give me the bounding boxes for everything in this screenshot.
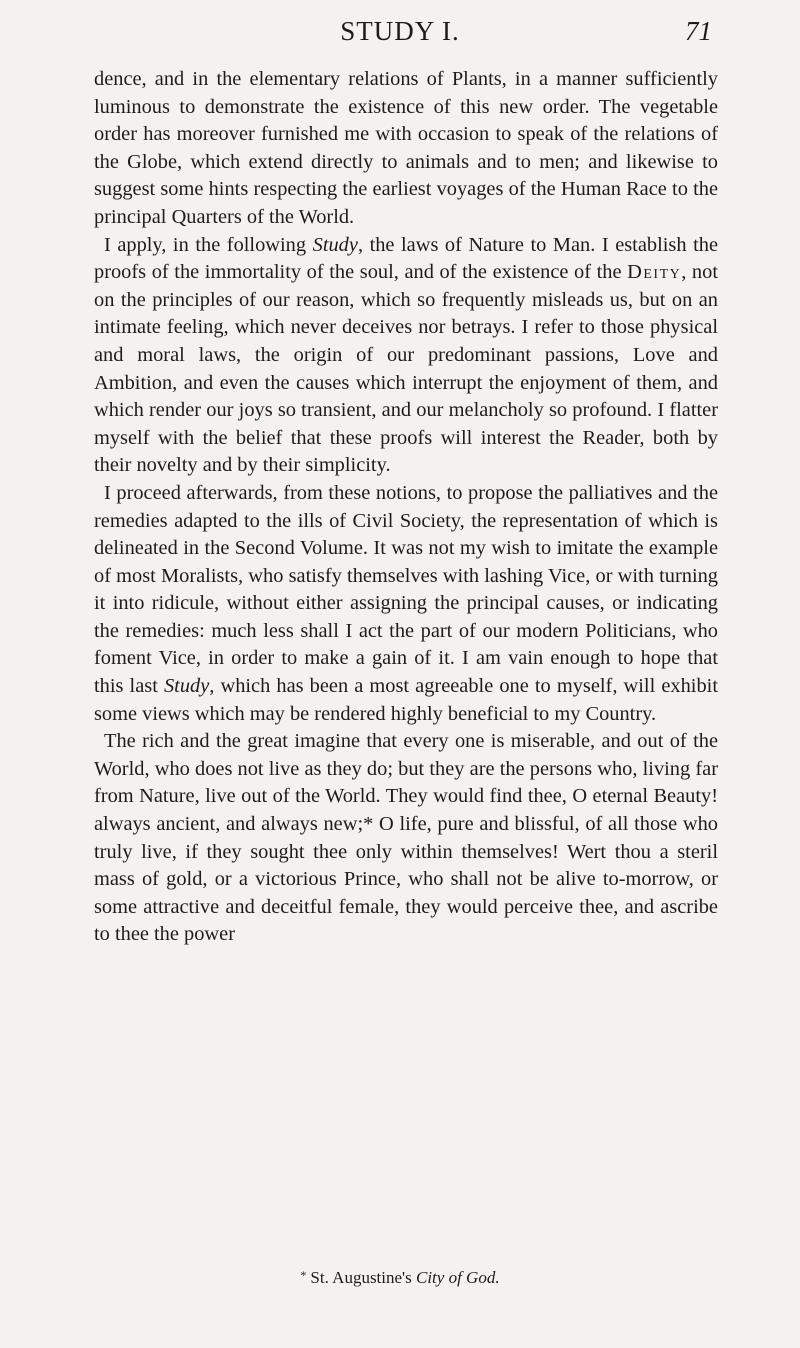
page-header bbox=[0, 14, 800, 54]
paragraph bbox=[94, 232, 718, 480]
italic-title: Study bbox=[163, 675, 210, 698]
running-head: STUDY I. bbox=[340, 16, 460, 46]
footnote bbox=[0, 1268, 800, 1288]
text-run: , which has been a most agreeable one to myself, will exhibit some views which may be rendered highly beneficial to my Country. bbox=[94, 675, 718, 725]
paragraph bbox=[94, 728, 718, 949]
text-run: , the laws of Nature to Man. I establish the proofs of the immortality of the soul, and of the existence of the bbox=[94, 233, 719, 284]
body-text bbox=[94, 66, 718, 949]
italic-title: Study bbox=[312, 233, 358, 256]
text-run: I proceed afterwards, from these notions, to propose the palliatives and the remedies adapted to the ills of Civil Society, the representation of which is delineated in the Second Volume. It was not my wish to imitate the example of most Moralists, who satisfy themselves with lashing Vice, or with turning it into ridicule, without either assigning the principal causes, or indicating the remedies: much less shall I act the part of our modern Politicians, who foment Vice, in order to make a gain of it. I am vain enough to hope that this last bbox=[94, 481, 718, 698]
footnote-text: St. Augustine's bbox=[310, 1268, 416, 1287]
text-run: dence, and in the elementary relations of Plants, in a manner sufficiently luminous to demonstrate the existence of this new order. The vegetable order has moreover furnished me with occasion to speak of the relations of the Globe, which extend directly to animals and to men; and likewise to suggest some hints respecting the earliest voyages of the Human Race to the principal Quarters of the World. bbox=[94, 68, 718, 228]
text-run: I apply, in the following bbox=[104, 233, 313, 256]
page-number: 71 bbox=[685, 16, 712, 46]
footnote-reference: * bbox=[363, 813, 374, 836]
footnote-italic-title: City of God. bbox=[415, 1268, 500, 1287]
paragraph bbox=[94, 66, 718, 232]
footnote-marker: * bbox=[300, 1268, 307, 1282]
text-run: , not on the principles of our reason, which so frequently misleads us, but on an intimate feeling, which never deceives nor betrays. I refer to those physical and moral laws, the origin of our predominant passions, Love and Ambition, and even the causes which interrupt the enjoyment of them, and which render our joys so transient, and our melancholy so profound. I flatter myself with the belief that these proofs will interest the Reader, both by their novelty and by their simplicity. bbox=[94, 261, 718, 477]
paragraph bbox=[94, 480, 718, 728]
text-run: The rich and the great imagine that every one is miserable, and out of the World, who does not live as they do; but they are the persons who, living far from Nature, live out of the World. They would find thee, O eternal Beauty! always ancient, and always new; bbox=[94, 730, 718, 836]
small-caps-word: Deity bbox=[627, 261, 682, 284]
text-run: O life, pure and blissful, of all those who truly live, if they sought thee only within themselves! Wert thou a steril mass of gold, or a victorious Prince, who shall not be alive to-morrow, or some attractive and deceitful female, they would perceive thee, and ascribe to thee the power bbox=[94, 813, 718, 946]
